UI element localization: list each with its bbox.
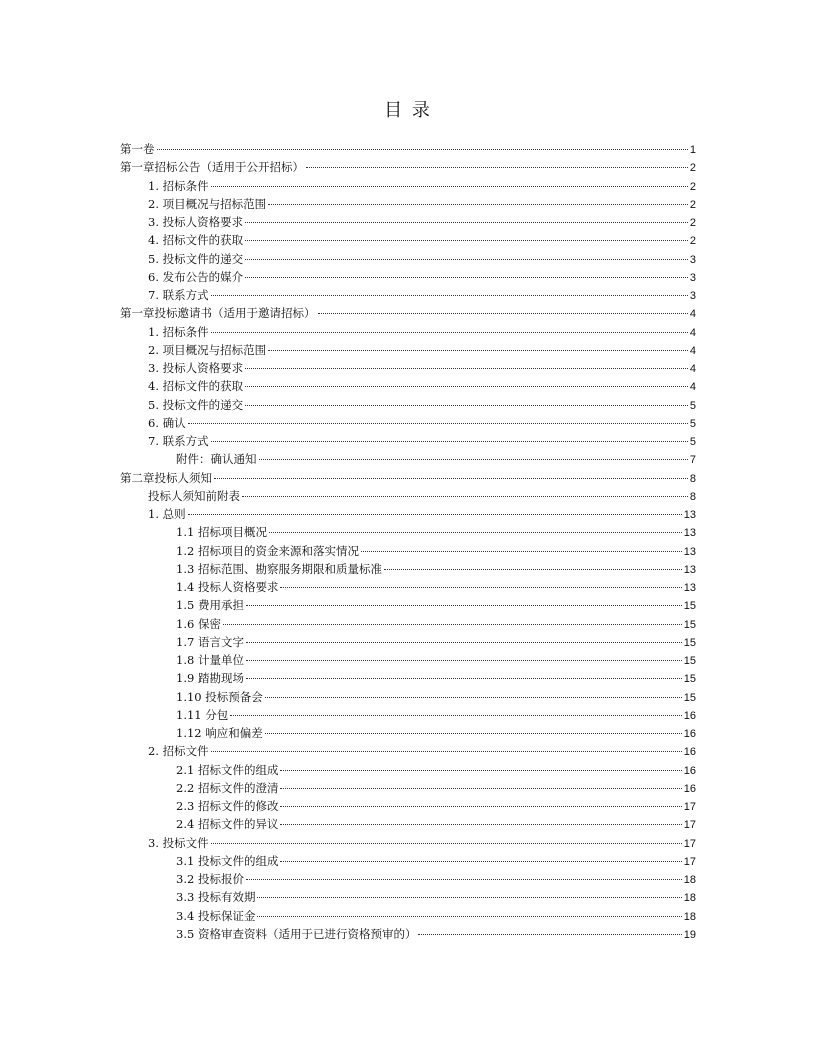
toc-entry-label: 3.3 投标有效期 bbox=[176, 890, 256, 905]
toc-entry[interactable] bbox=[120, 414, 696, 432]
toc-entry-page-number: 15 bbox=[683, 655, 696, 667]
toc-entry-label: 1.8 计量单位 bbox=[176, 653, 244, 667]
dot-leader bbox=[280, 806, 681, 807]
dot-leader bbox=[245, 386, 688, 387]
toc-entry-page-number: 4 bbox=[689, 344, 696, 357]
toc-entry[interactable] bbox=[120, 633, 696, 651]
dot-leader bbox=[280, 788, 681, 789]
toc-entry-page-number: 4 bbox=[689, 308, 696, 321]
toc-entry[interactable] bbox=[120, 615, 696, 633]
toc-entry[interactable] bbox=[120, 870, 696, 888]
toc-entry[interactable] bbox=[120, 724, 696, 742]
page-title: 目 录 bbox=[384, 100, 432, 121]
toc-entry-page-number: 4 bbox=[689, 363, 696, 375]
toc-entry[interactable] bbox=[120, 761, 696, 779]
toc-entry-label: 1.6 保密 bbox=[176, 616, 221, 631]
dot-leader bbox=[265, 697, 682, 698]
toc-entry-label: 附件：确认通知 bbox=[176, 452, 257, 467]
toc-entry[interactable] bbox=[120, 834, 696, 852]
toc-entry[interactable] bbox=[120, 815, 696, 833]
dot-leader bbox=[280, 587, 681, 588]
dot-leader bbox=[245, 222, 688, 223]
toc-entry-label: 1.9 踏勘现场 bbox=[176, 671, 244, 686]
toc-entry-label: 1. 招标条件 bbox=[148, 178, 209, 193]
toc-entry[interactable] bbox=[120, 487, 696, 505]
toc-entry-page-number: 5 bbox=[689, 417, 696, 430]
dot-leader bbox=[211, 751, 682, 752]
dot-leader bbox=[245, 368, 688, 369]
dot-leader bbox=[257, 916, 681, 917]
dot-leader bbox=[268, 350, 688, 351]
toc-entry[interactable] bbox=[120, 560, 696, 578]
dot-leader bbox=[418, 934, 681, 935]
toc-entry[interactable] bbox=[120, 268, 696, 286]
toc-entry-page-number: 4 bbox=[689, 381, 696, 394]
toc-entry-label: 1.1 招标项目概况 bbox=[176, 525, 267, 540]
dot-leader bbox=[269, 532, 682, 533]
toc-entry[interactable] bbox=[120, 925, 696, 943]
dot-leader bbox=[280, 861, 681, 862]
toc-entry-page-number: 2 bbox=[689, 180, 696, 193]
toc-list bbox=[120, 140, 696, 943]
dot-leader bbox=[361, 551, 682, 552]
toc-entry-page-number: 4 bbox=[689, 326, 696, 339]
toc-entry[interactable] bbox=[120, 578, 696, 596]
toc-entry-label: 3. 投标文件 bbox=[148, 835, 209, 850]
toc-entry-page-number: 17 bbox=[683, 819, 696, 832]
dot-leader bbox=[384, 569, 682, 570]
toc-entry-page-number: 1 bbox=[689, 144, 696, 156]
toc-entry-label: 第一章投标邀请书（适用于邀请招标） bbox=[120, 306, 316, 321]
toc-entry-label: 2.2 招标文件的澄清 bbox=[176, 780, 279, 795]
toc-entry-page-number: 3 bbox=[689, 271, 696, 284]
dot-leader bbox=[245, 405, 688, 406]
dot-leader bbox=[306, 167, 688, 168]
toc-entry[interactable] bbox=[120, 688, 696, 706]
toc-entry-page-number: 19 bbox=[683, 928, 696, 941]
toc-entry-page-number: 13 bbox=[683, 582, 696, 594]
toc-entry-label: 1.11 分包 bbox=[176, 707, 229, 722]
dot-leader bbox=[268, 204, 688, 205]
toc-entry[interactable] bbox=[120, 742, 696, 760]
toc-entry-page-number: 16 bbox=[683, 746, 696, 759]
toc-entry-page-number: 18 bbox=[683, 874, 696, 886]
dot-leader bbox=[211, 332, 688, 333]
toc-entry[interactable] bbox=[120, 158, 696, 176]
dot-leader bbox=[280, 770, 681, 771]
toc-entry-label: 5. 投标文件的递交 bbox=[148, 397, 244, 412]
toc-entry[interactable] bbox=[120, 213, 696, 231]
toc-entry-label: 4. 招标文件的获取 bbox=[148, 233, 244, 248]
dot-leader bbox=[211, 186, 688, 187]
toc-entry-page-number: 17 bbox=[683, 801, 696, 813]
toc-entry-page-number: 13 bbox=[683, 545, 696, 558]
toc-entry-label: 投标人须知前附表 bbox=[148, 488, 240, 503]
toc-entry[interactable] bbox=[120, 304, 696, 322]
toc-entry[interactable] bbox=[120, 706, 696, 724]
toc-entry-page-number: 8 bbox=[689, 472, 696, 485]
toc-entry-label: 3.4 投标保证金 bbox=[176, 908, 256, 923]
toc-entry-page-number: 17 bbox=[683, 837, 696, 850]
toc-entry[interactable] bbox=[120, 359, 696, 377]
toc-entry-label: 1.4 投标人资格要求 bbox=[176, 580, 279, 594]
toc-entry-label: 7. 联系方式 bbox=[148, 288, 209, 302]
toc-entry-label: 3.5 资格审查资料（适用于已进行资格预审的） bbox=[176, 926, 417, 941]
toc-entry-label: 4. 招标文件的获取 bbox=[148, 379, 244, 394]
toc-entry-label: 1. 总则 bbox=[148, 507, 186, 521]
toc-entry[interactable] bbox=[120, 669, 696, 687]
toc-entry[interactable] bbox=[120, 651, 696, 669]
toc-entry-page-number: 8 bbox=[689, 490, 696, 503]
dot-leader bbox=[214, 478, 688, 479]
dot-leader bbox=[188, 423, 688, 424]
toc-entry[interactable] bbox=[120, 505, 696, 523]
toc-entry[interactable] bbox=[120, 852, 696, 870]
dot-leader bbox=[265, 733, 682, 734]
toc-entry[interactable] bbox=[120, 140, 696, 158]
toc-entry-page-number: 13 bbox=[683, 509, 696, 521]
toc-entry-label: 2. 项目概况与招标范围 bbox=[148, 196, 267, 211]
toc-entry[interactable] bbox=[120, 797, 696, 815]
toc-entry-label: 第二章投标人须知 bbox=[120, 470, 212, 485]
dot-leader bbox=[257, 897, 681, 898]
dot-leader bbox=[259, 459, 688, 460]
toc-entry-page-number: 5 bbox=[689, 399, 696, 412]
toc-entry-label: 2.1 招标文件的组成 bbox=[176, 762, 279, 777]
toc-entry-page-number: 15 bbox=[683, 600, 696, 613]
toc-entry-label: 6. 确认 bbox=[148, 415, 186, 430]
toc-entry-page-number: 2 bbox=[689, 162, 696, 175]
dot-leader bbox=[211, 843, 682, 844]
toc-entry-page-number: 7 bbox=[689, 454, 696, 467]
toc-entry-page-number: 3 bbox=[689, 253, 696, 266]
toc-entry-page-number: 5 bbox=[689, 436, 696, 448]
toc-entry-label: 1.7 语言文字 bbox=[176, 634, 244, 649]
toc-entry-label: 第一卷 bbox=[120, 142, 155, 156]
toc-entry[interactable] bbox=[120, 596, 696, 614]
dot-leader bbox=[245, 240, 688, 241]
toc-entry[interactable] bbox=[120, 523, 696, 541]
toc-entry[interactable] bbox=[120, 396, 696, 414]
dot-leader bbox=[246, 879, 682, 880]
dot-leader bbox=[223, 624, 682, 625]
toc-entry[interactable] bbox=[120, 888, 696, 906]
toc-entry[interactable] bbox=[120, 907, 696, 925]
toc-entry[interactable] bbox=[120, 779, 696, 797]
toc-entry-label: 3. 投标人资格要求 bbox=[148, 361, 244, 375]
toc-entry[interactable] bbox=[120, 323, 696, 341]
toc-entry-label: 1.5 费用承担 bbox=[176, 598, 244, 613]
toc-entry-label: 2. 招标文件 bbox=[148, 744, 209, 759]
dot-leader bbox=[245, 259, 688, 260]
toc-entry-label: 1.12 响应和偏差 bbox=[176, 726, 263, 740]
toc-entry[interactable] bbox=[120, 450, 696, 468]
toc-entry-label: 1. 招标条件 bbox=[148, 324, 209, 339]
dot-leader bbox=[318, 313, 688, 314]
toc-entry[interactable] bbox=[120, 250, 696, 268]
dot-leader bbox=[211, 441, 688, 442]
toc-entry-page-number: 15 bbox=[683, 618, 696, 631]
toc-entry-label: 7. 联系方式 bbox=[148, 434, 209, 448]
toc-entry-page-number: 13 bbox=[683, 563, 696, 576]
toc-entry-page-number: 16 bbox=[683, 709, 696, 722]
toc-entry[interactable] bbox=[120, 432, 696, 450]
toc-entry[interactable] bbox=[120, 177, 696, 195]
dot-leader bbox=[246, 605, 682, 606]
toc-entry-label: 3.1 投标文件的组成 bbox=[176, 853, 279, 868]
toc-entry-page-number: 15 bbox=[683, 691, 696, 704]
toc-entry-page-number: 15 bbox=[683, 673, 696, 686]
toc-entry-label: 6. 发布公告的媒介 bbox=[148, 269, 244, 284]
toc-entry-label: 2.3 招标文件的修改 bbox=[176, 799, 279, 813]
dot-leader bbox=[188, 514, 682, 515]
dot-leader bbox=[246, 660, 682, 661]
toc-entry-label: 1.10 投标预备会 bbox=[176, 689, 263, 704]
dot-leader bbox=[157, 149, 688, 150]
dot-leader bbox=[211, 295, 688, 296]
toc-entry[interactable] bbox=[120, 231, 696, 249]
toc-entry-page-number: 16 bbox=[683, 782, 696, 795]
toc-entry-page-number: 2 bbox=[689, 235, 696, 248]
dot-leader bbox=[242, 496, 688, 497]
toc-entry-label: 5. 投标文件的递交 bbox=[148, 251, 244, 266]
dot-leader bbox=[230, 715, 681, 716]
toc-entry-page-number: 2 bbox=[689, 217, 696, 229]
toc-entry-page-number: 16 bbox=[683, 764, 696, 777]
toc-entry-page-number: 3 bbox=[689, 290, 696, 302]
toc-entry-page-number: 18 bbox=[683, 892, 696, 905]
toc-entry-page-number: 13 bbox=[683, 527, 696, 540]
toc-entry-page-number: 15 bbox=[683, 636, 696, 649]
toc-entry-label: 1.3 招标范围、勘察服务期限和质量标准 bbox=[176, 561, 382, 576]
toc-entry-label: 2.4 招标文件的异议 bbox=[176, 817, 279, 832]
toc-entry-label: 1.2 招标项目的资金来源和落实情况 bbox=[176, 543, 359, 558]
toc-entry-page-number: 16 bbox=[683, 728, 696, 740]
dot-leader bbox=[246, 678, 682, 679]
toc-entry-page-number: 2 bbox=[689, 198, 696, 211]
toc-entry[interactable] bbox=[120, 377, 696, 395]
toc-entry[interactable] bbox=[120, 542, 696, 560]
dot-leader bbox=[246, 642, 682, 643]
toc-entry[interactable] bbox=[120, 286, 696, 304]
toc-entry-label: 2. 项目概况与招标范围 bbox=[148, 342, 267, 357]
toc-entry-page-number: 18 bbox=[683, 910, 696, 923]
toc-entry[interactable] bbox=[120, 469, 696, 487]
toc-entry[interactable] bbox=[120, 195, 696, 213]
dot-leader bbox=[245, 277, 688, 278]
toc-entry-label: 3. 投标人资格要求 bbox=[148, 215, 244, 229]
dot-leader bbox=[280, 824, 681, 825]
toc-entry-label: 3.2 投标报价 bbox=[176, 872, 244, 886]
toc-entry[interactable] bbox=[120, 341, 696, 359]
toc-entry-page-number: 17 bbox=[683, 855, 696, 868]
toc-entry-label: 第一章招标公告（适用于公开招标） bbox=[120, 160, 304, 175]
